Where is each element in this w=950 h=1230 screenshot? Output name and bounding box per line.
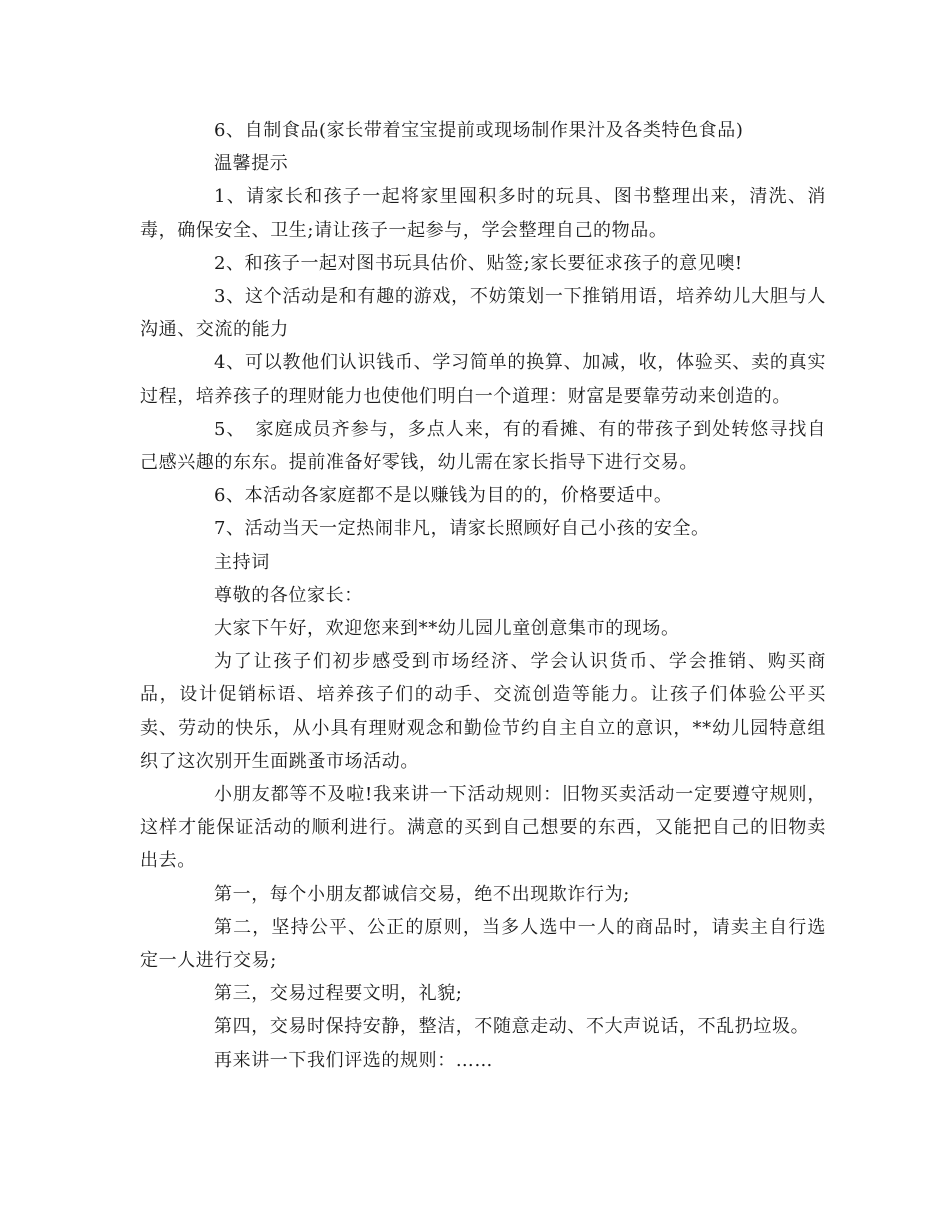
- rule-4: 第四，交易时保持安静，整洁，不随意走动、不大声说话，不乱扔垃圾。: [214, 1016, 810, 1038]
- tip-1: 1、请家长和孩子一起将家里囤积多时的玩具、图书整理出来，清洗、消毒，确保安全、卫生;请让孩子一起参与，学会整理自己的物品。: [140, 186, 826, 241]
- rule-1: 第一，每个小朋友都诚信交易，绝不出现欺诈行为;: [214, 883, 630, 905]
- salutation: 尊敬的各位家长：: [214, 584, 363, 606]
- greeting: 大家下午好，欢迎您来到**幼儿园儿童创意集市的现场。: [214, 618, 680, 640]
- tip-2: 2、和孩子一起对图书玩具估价、贴签;家长要征求孩子的意见噢!: [214, 252, 743, 274]
- tip-3: 3、这个活动是和有趣的游戏，不妨策划一下推销用语，培养幼儿大胆与人沟通、交流的能力: [140, 286, 826, 341]
- rule-3: 第三，交易过程要文明，礼貌;: [214, 983, 463, 1005]
- paragraph-homemade-food: 6、自制食品(家长带着宝宝提前或现场制作果汁及各类特色食品): [214, 120, 744, 141]
- judging-rules-intro: 再来讲一下我们评选的规则：……: [214, 1049, 493, 1071]
- tip-6: 6、本活动各家庭都不是以赚钱为目的的，价格要适中。: [214, 485, 673, 507]
- heading-host-speech: 主持词: [214, 551, 270, 573]
- tip-4: 4、可以教他们认识钱币、学习简单的换算、加减，收，体验买、卖的真实过程，培养孩子的理财能力也使他们明白一个道理：财富是要靠劳动来创造的。: [140, 352, 826, 407]
- purpose-paragraph: 为了让孩子们初步感受到市场经济、学会认识货币、学会推销、购买商品，设计促销标语、培养孩子们的动手、交流创造等能力。让孩子们体验公平买卖、劳动的快乐，从小具有理财观念和勤俭节约自主自立的意识，**幼儿园特意组织了这次别开生面跳蚤市场活动。: [140, 651, 826, 772]
- tip-7: 7、活动当天一定热闹非凡，请家长照顾好自己小孩的安全。: [214, 518, 710, 540]
- document-body: [140, 114, 826, 1077]
- heading-warm-tips: 温馨提示: [214, 153, 289, 175]
- rules-intro: 小朋友都等不及啦!我来讲一下活动规则：旧物买卖活动一定要遵守规则，这样才能保证活动的顺利进行。满意的买到自己想要的东西，又能把自己的旧物卖出去。: [140, 784, 826, 872]
- rule-2: 第二，坚持公平、公正的原则，当多人选中一人的商品时，请卖主自行选定一人进行交易;: [140, 916, 826, 972]
- tip-5: 5、 家庭成员齐参与，多点人来，有的看摊、有的带孩子到处转悠寻找自己感兴趣的东东。提前准备好零钱，幼儿需在家长指导下进行交易。: [140, 418, 826, 474]
